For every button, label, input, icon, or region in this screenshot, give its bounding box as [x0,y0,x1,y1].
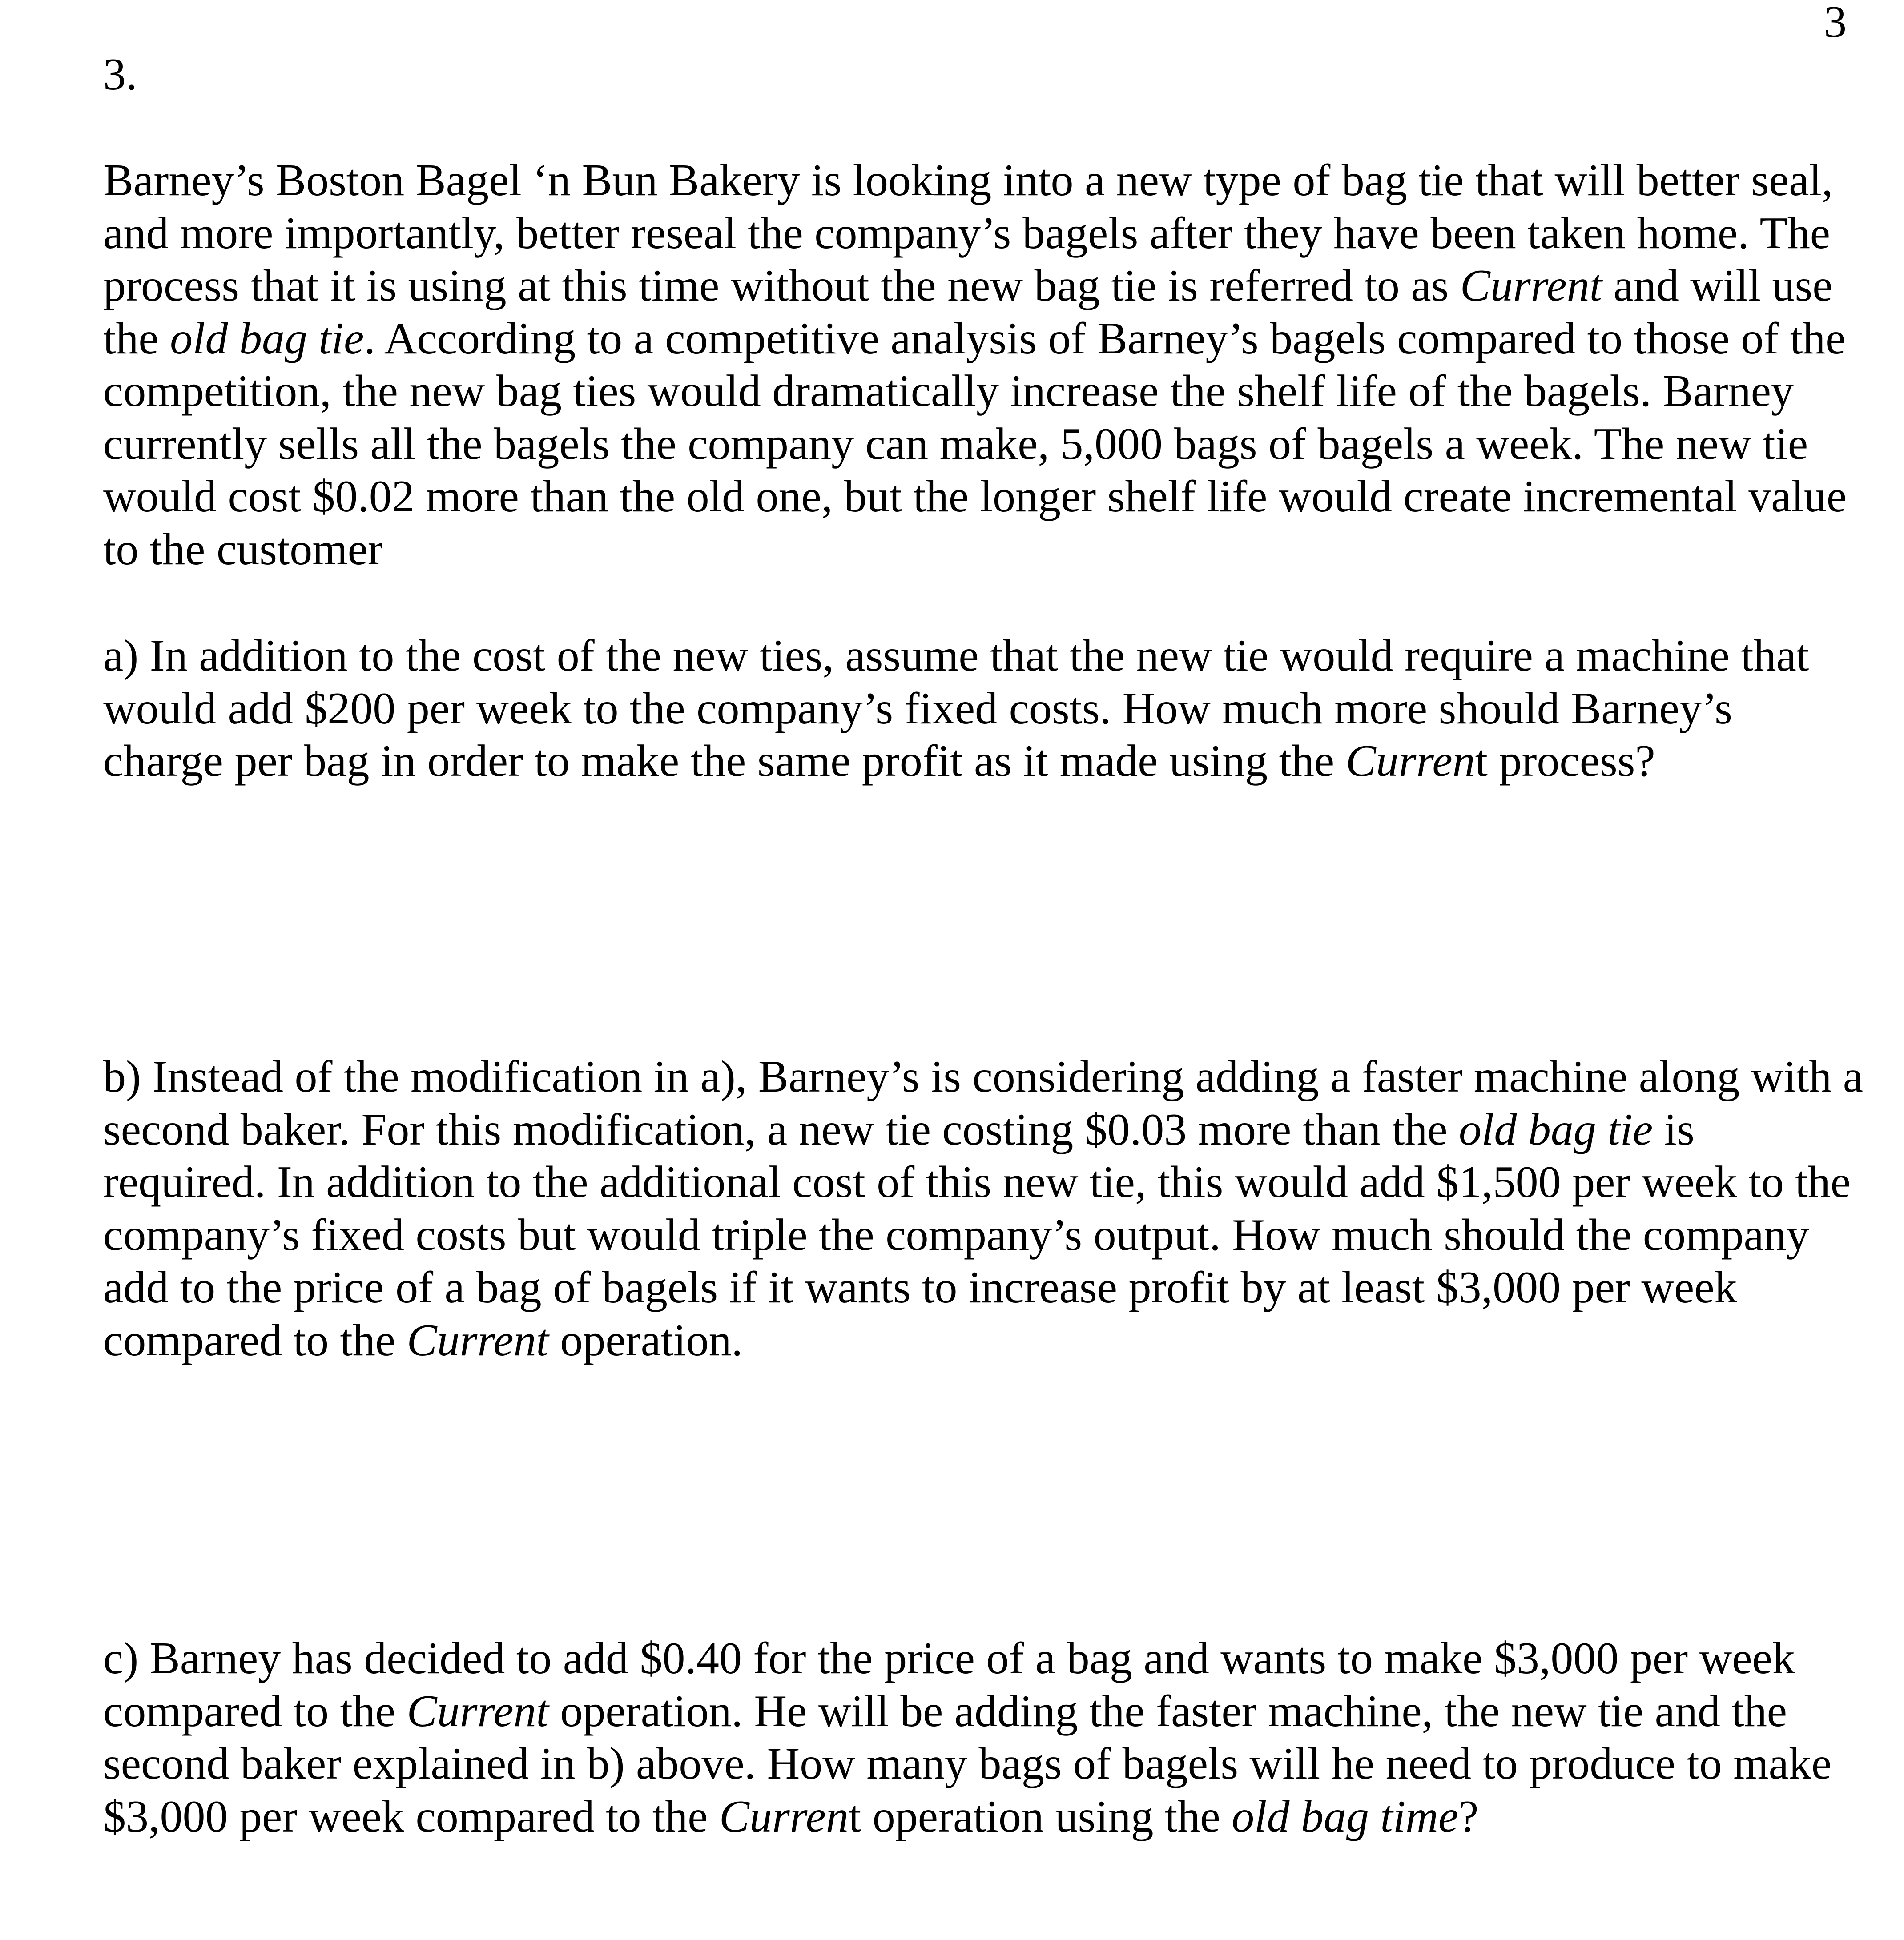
text-run: process that it is using at this time without the new bag tie is referred to as [103,261,1460,311]
italic-text: Current [407,1315,549,1366]
text-line [103,1261,1863,1314]
text-line [103,1209,1863,1262]
text-run: to the customer [103,524,383,574]
text-line [103,1738,1832,1791]
text-line [103,1156,1863,1209]
text-line [103,1632,1832,1685]
text-run: compared to the [103,1686,407,1736]
text-line [103,683,1809,735]
text-run: currently sells all the bagels the company can make, 5,000 bags of bagels a week. The new tie [103,418,1808,469]
text-line [103,1051,1863,1104]
text-line [103,1791,1832,1844]
text-run: a) In addition to the cost of the new ties, assume that the new tie would require a machine that [103,631,1809,681]
text-run: and will use [1602,261,1833,311]
italic-text: old bag tie [170,313,364,364]
question-part-b [103,1051,1863,1367]
text-run: operation. [548,1315,743,1366]
text-run: second baker explained in b) above. How many bags of bagels will he need to produce to make [103,1739,1832,1789]
text-line [103,154,1847,207]
question-part-c [103,1632,1832,1843]
italic-text: old bag time [1232,1791,1459,1842]
text-run: the [103,313,170,364]
italic-text: old bag tie [1459,1104,1653,1155]
italic-text: Current [1460,261,1602,311]
text-line [103,365,1847,418]
text-run: and more importantly, better reseal the company’s bagels after they have been taken home. The [103,208,1831,258]
text-run: t process? [1475,736,1655,786]
text-line [103,735,1809,788]
text-run: company’s fixed costs but would triple the company’s output. How much should the company [103,1209,1809,1260]
text-line [103,207,1847,260]
text-run: ? [1458,1791,1479,1842]
text-line [103,260,1847,313]
question-number: 3. [103,49,137,100]
text-run: is [1653,1104,1695,1155]
text-line [103,523,1847,576]
text-line [103,470,1847,523]
text-line [103,1314,1863,1367]
italic-text: Curren [1345,736,1475,786]
italic-text: Curren [719,1791,849,1842]
text-line [103,1685,1832,1738]
text-run: charge per bag in order to make the same profit as it made using the [103,736,1346,786]
text-run: Barney’s Boston Bagel ‘n Bun Bakery is looking into a new type of bag tie that will better seal, [103,155,1833,205]
question-part-a [103,630,1809,788]
text-run: . According to a competitive analysis of Barney’s bagels compared to those of the [364,313,1846,364]
text-line [103,418,1847,471]
text-run: c) Barney has decided to add $0.40 for the price of a bag and wants to make $3,000 per week [103,1633,1795,1683]
text-run: second baker. For this modification, a new tie costing $0.03 more than the [103,1104,1459,1155]
text-run: $3,000 per week compared to the [103,1791,720,1842]
text-run: t operation using the [848,1791,1232,1842]
text-run: b) Instead of the modification in a), Barney’s is considering adding a faster machine along with a [103,1052,1863,1102]
text-line [103,630,1809,683]
text-run: would add $200 per week to the company’s fixed costs. How much more should Barney’s [103,683,1732,734]
text-run: competition, the new bag ties would dramatically increase the shelf life of the bagels. Barney [103,366,1794,416]
problem-statement [103,154,1847,576]
text-run: add to the price of a bag of bagels if it wants to increase profit by at least $3,000 per week [103,1262,1737,1313]
text-run: would cost $0.02 more than the old one, but the longer shelf life would create incremental value [103,471,1847,522]
text-run: required. In addition to the additional cost of this new tie, this would add $1,500 per week to the [103,1157,1851,1207]
text-line [103,313,1847,366]
text-run: operation. He will be adding the faster machine, the new tie and the [548,1686,1787,1736]
italic-text: Current [407,1686,549,1736]
text-run: compared to the [103,1315,407,1366]
page-number: 3 [1824,0,1847,47]
text-line [103,1104,1863,1157]
